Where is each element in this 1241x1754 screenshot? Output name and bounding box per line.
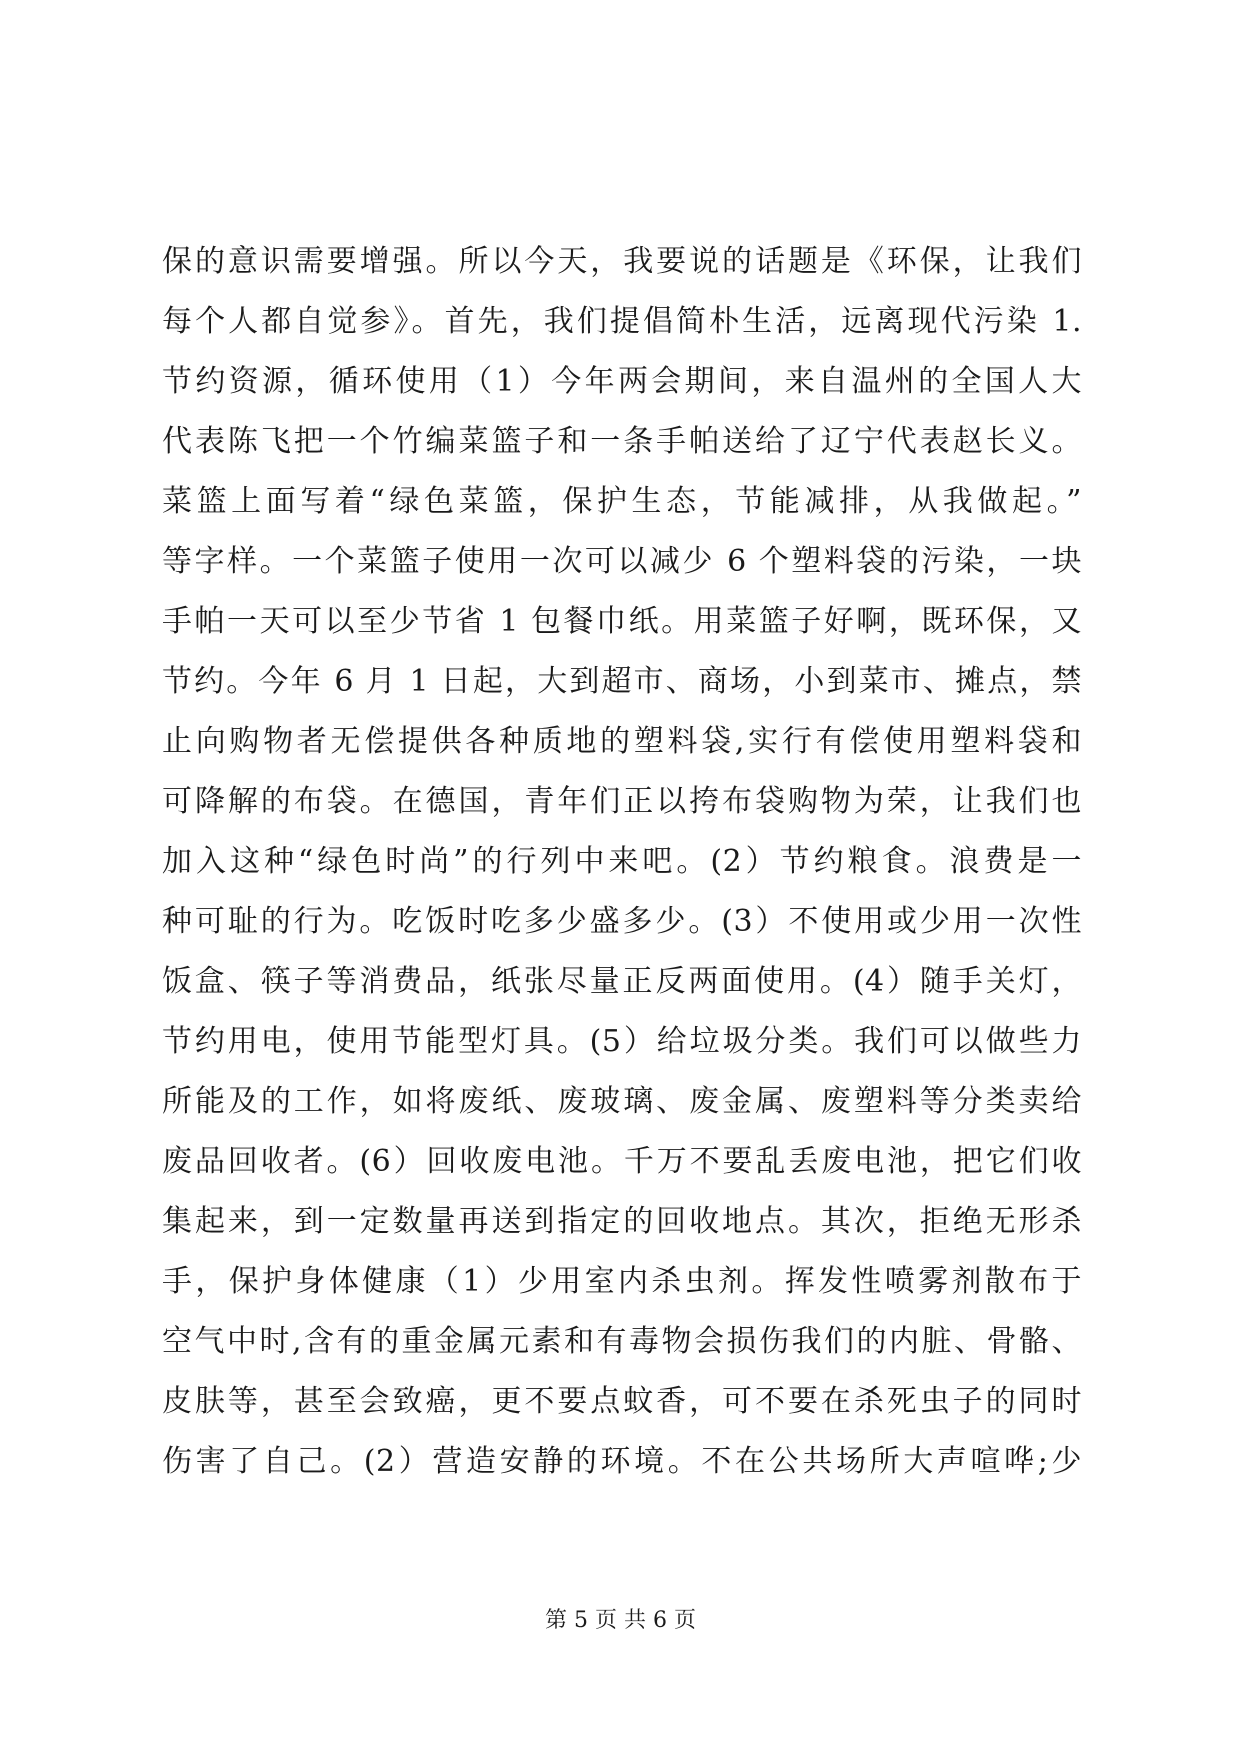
text-line: 饭盒、筷子等消费品，纸张尽量正反两面使用。(4）随手关灯， (162, 964, 1082, 999)
text-line: 代表陈飞把一个竹编菜篮子和一条手帕送给了辽宁代表赵长义。 (162, 424, 1082, 459)
body-text (162, 232, 1082, 1492)
text-line: 种可耻的行为。吃饭时吃多少盛多少。(3）不使用或少用一次性 (162, 904, 1082, 939)
text-line: 止向购物者无偿提供各种质地的塑料袋,实行有偿使用塑料袋和 (162, 724, 1082, 759)
text-line: 废品回收者。(6）回收废电池。千万不要乱丢废电池，把它们收 (162, 1144, 1082, 1179)
text-line: 手帕一天可以至少节省 1 包餐巾纸。用菜篮子好啊，既环保，又 (162, 604, 1082, 639)
text-line: 空气中时,含有的重金属元素和有毒物会损伤我们的内脏、骨骼、 (162, 1324, 1082, 1359)
text-line: 节约资源，循环使用（1）今年两会期间，来自温州的全国人大 (162, 364, 1082, 399)
text-line: 集起来，到一定数量再送到指定的回收地点。其次，拒绝无形杀 (162, 1204, 1082, 1239)
text-line: 保的意识需要增强。所以今天，我要说的话题是《环保，让我们 (162, 244, 1082, 279)
text-line: 等字样。一个菜篮子使用一次可以减少 6 个塑料袋的污染，一块 (162, 544, 1082, 579)
text-line: 手，保护身体健康（1）少用室内杀虫剂。挥发性喷雾剂散布于 (162, 1264, 1082, 1299)
text-line: 菜篮上面写着“绿色菜篮，保护生态，节能减排，从我做起。” (162, 484, 1082, 519)
text-line: 伤害了自己。(2）营造安静的环境。不在公共场所大声喧哗;少 (162, 1444, 1082, 1479)
text-line: 可降解的布袋。在德国，青年们正以挎布袋购物为荣，让我们也 (162, 784, 1082, 819)
text-line: 皮肤等，甚至会致癌，更不要点蚊香，可不要在杀死虫子的同时 (162, 1384, 1082, 1419)
text-line: 所能及的工作，如将废纸、废玻璃、废金属、废塑料等分类卖给 (162, 1084, 1082, 1119)
text-line: 节约用电，使用节能型灯具。(5）给垃圾分类。我们可以做些力 (162, 1024, 1082, 1059)
text-line: 节约。今年 6 月 1 日起，大到超市、商场，小到菜市、摊点，禁 (162, 664, 1082, 699)
text-line: 每个人都自觉参》。首先，我们提倡简朴生活，远离现代污染 1. (162, 304, 1082, 339)
page-footer: 第 5 页 共 6 页 (545, 1608, 696, 1633)
text-line: 加入这种“绿色时尚”的行列中来吧。(2）节约粮食。浪费是一 (162, 844, 1082, 879)
